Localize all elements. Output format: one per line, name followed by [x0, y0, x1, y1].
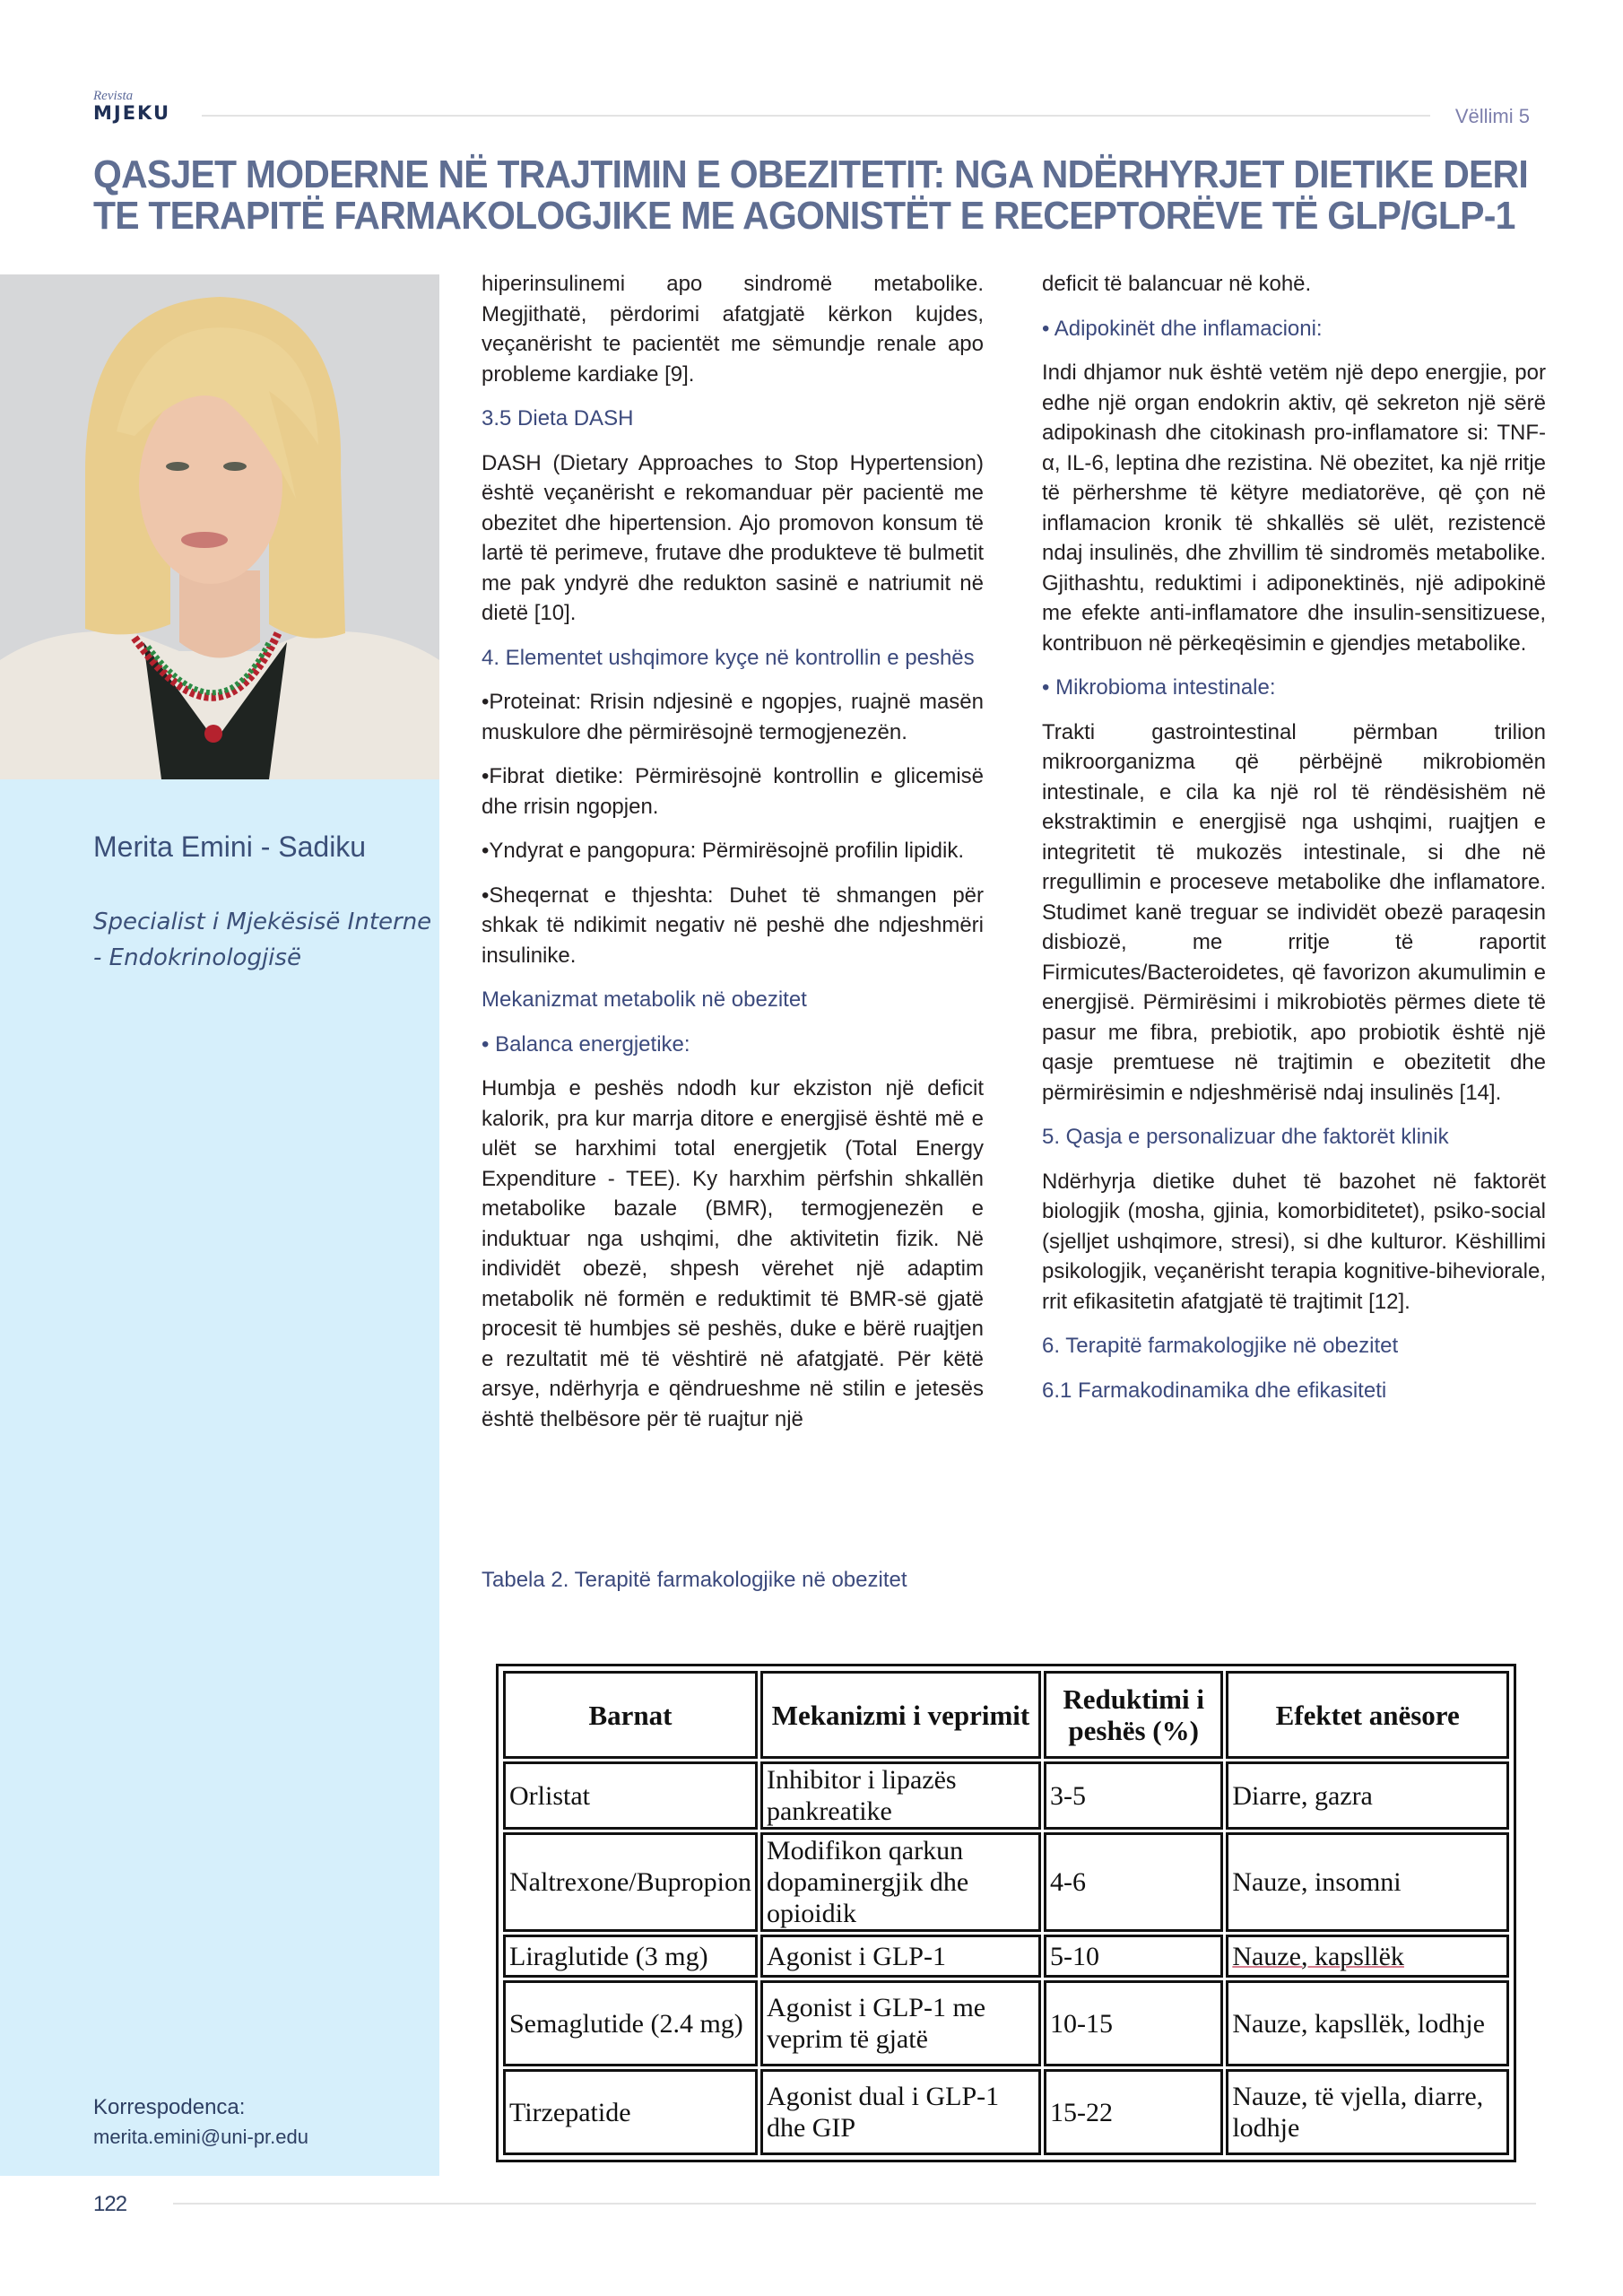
bullet-fibers: •Fibrat dietike: Përmirësojnë kontrollin e glicemisë dhe rrisin ngopjen.: [482, 764, 984, 819]
header-side-effects: Efektet anësore: [1226, 1671, 1509, 1759]
section-heading-personalized: 5. Qasja e personalizuar dhe faktorët klinik: [1042, 1125, 1449, 1149]
author-role: Specialist i Mjekësisë Interne - Endokrinologjisë: [93, 909, 432, 971]
header-drugs: Barnat: [503, 1671, 758, 1759]
section-heading-mechanisms: Mekanizmat metabolik në obezitet: [482, 987, 807, 1012]
article-title-line-1: QASJET MODERNE NË TRAJTIMIN E OBEZITETIT: NGA NDËRHYRJET DIETIKE DERI: [93, 152, 1528, 196]
table-row: [503, 1935, 1509, 1978]
cell-reduction: 3-5: [1044, 1761, 1223, 1830]
paragraph-personalized: Ndërhyrja dietike duhet të bazohet në faktorët biologjik (mosha, gjinia, komorbiditetet), psiko-social (sjelljet ushqimore, stresi), si dhe kulturor. Këshillimi psikologjik, veçanërisht terapia kognitive-biheviorale, rrit efikasitetin afatgjatë të trajtimit [12].: [1042, 1169, 1546, 1314]
paragraph-energy-balance: Humbja e peshës ndodh kur ekziston një deficit kalorik, pra kur marrja ditore e energjisë është më e ulët se harxhimi total energjetik (Total Energy Expenditure - TEE). Ky harxhim përfshin shkallën metabolike bazale (BMR), termogjenezën e induktuar nga ushqimi, dhe aktivitetin fizik. Në individët obezë, shpesh vërehet një adaptim metabolik në formën e reduktimit të BMR-së gjatë procesit të humbjes së peshës, duke e bërë ruajtjen e rezultatit më të vështirë në afatgjatë. Për këtë arsye, ndërhyrja e qëndrueshme në stilin e jetesës është thelbësore për të ruajtur një: [482, 1076, 984, 1431]
paragraph-adipokines: Indi dhjamor nuk është vetëm një depo energjie, por edhe një organ endokrin aktiv, që sekreton një sërë adipokinash dhe citokinash pro-inflamatore si: TNF-α, IL-6, leptina dhe rezistina. Në obezitet, ka një rritje të përhershme të këtyre mediatorëve, që çon në inflamacion kronik të shkallës së ulët, rezistencë ndaj insulinës, dhe zhvillim të sindromës metabolike. Gjithashtu, reduktimi i adiponektinës, një adipokinë me efekte anti-inflamatore dhe insulin-sensitizuese, kontribuon në përkeqësimin e gjendjes metabolike.: [1042, 361, 1546, 656]
article-title: [93, 152, 1528, 238]
cell-drug: Tirzepatide: [503, 2069, 758, 2155]
section-heading-pharmacological: 6. Terapitë farmakologjike në obezitet: [1042, 1334, 1399, 1358]
journal-logo-name: MJEKU: [93, 102, 171, 124]
cell-mechanism: Inhibitor i lipazës pankreatike: [760, 1761, 1041, 1830]
table-row: [503, 1832, 1509, 1932]
subheading-adipokines: • Adipokinët dhe inflamacioni:: [1042, 316, 1323, 341]
cell-reduction: 10-15: [1044, 1980, 1223, 2066]
table-row: [503, 1980, 1509, 2066]
cell-drug: Orlistat: [503, 1761, 758, 1830]
cell-mechanism: Agonist dual i GLP-1 dhe GIP: [760, 2069, 1041, 2155]
cell-reduction: 4-6: [1044, 1832, 1223, 1932]
cell-mechanism: Modifikon qarkun dopaminergjik dhe opioidik: [760, 1832, 1041, 1932]
article-title-line-2: TE TERAPITË FARMAKOLOGJIKE ME AGONISTËT E RECEPTORËVE TË GLP/GLP-1: [93, 194, 1515, 238]
subheading-energy-balance: • Balanca energjetike:: [482, 1031, 690, 1057]
cell-side-effects: Diarre, gazra: [1226, 1761, 1509, 1830]
cell-reduction: 15-22: [1044, 2069, 1223, 2155]
cell-side-effects: Nauze, të vjella, diarre, lodhje: [1226, 2069, 1509, 2155]
journal-logo-small: Revista: [93, 89, 134, 103]
section-heading-nutritional-elements: 4. Elementet ushqimore kyçe në kontrollin e peshës: [482, 645, 975, 670]
correspondence-email[interactable]: merita.emini@uni-pr.edu: [93, 2126, 308, 2148]
cell-drug: Liraglutide (3 mg): [503, 1935, 758, 1978]
bullet-proteins: •Proteinat: Rrisin ndjesinë e ngopjes, ruajnë masën muskulore dhe përmirësojnë termogjenezën.: [482, 690, 984, 744]
subheading-microbiome: • Mikrobioma intestinale:: [1042, 675, 1276, 700]
paragraph-dash: DASH (Dietary Approaches to Stop Hypertension) është veçanërisht e rekomanduar për pacientë me obezitet dhe hipertension. Ajo promovon konsum të lartë të perimeve, frutave dhe produkteve të bulmetit me pak yndyrë dhe redukton sasinë e natriumit në dietë [10].: [482, 450, 984, 625]
author-name: Merita Emini - Sadiku: [93, 831, 367, 863]
subheading-pharmacodynamics: 6.1 Farmakodinamika dhe efikasiteti: [1042, 1378, 1387, 1403]
cell-drug: Naltrexone/Bupropion: [503, 1832, 758, 1932]
volume-label: Vëllimi 5: [1454, 105, 1530, 127]
bullet-sugars: •Sheqernat e thjeshta: Duhet të shmangen për shkak të ndikimit negativ në peshë dhe ndjeshmëri insulinike.: [482, 883, 984, 968]
cell-side-effects: Nauze, kapsllëk: [1226, 1935, 1509, 1978]
correspondence-label: Korrespodenca:: [93, 2095, 246, 2119]
body-column-1: [482, 269, 984, 1434]
author-sidebar: [0, 274, 439, 2176]
header-divider: [202, 115, 1430, 117]
paragraph-continuation-2: deficit të balancuar në kohë.: [1042, 272, 1312, 296]
cell-mechanism: Agonist i GLP-1 me veprim të gjatë: [760, 1980, 1041, 2066]
header-mechanism: Mekanizmi i veprimit: [760, 1671, 1041, 1759]
table-row: [503, 1761, 1509, 1830]
cell-mechanism: Agonist i GLP-1: [760, 1935, 1041, 1978]
author-portrait-icon: [0, 274, 439, 779]
pharmacology-table: [496, 1664, 1516, 2162]
body-column-2: [1042, 269, 1546, 1420]
cell-reduction: 5-10: [1044, 1935, 1223, 1978]
cell-side-effects: Nauze, insomni: [1226, 1832, 1509, 1932]
table-row: [503, 2069, 1509, 2155]
header-weight-reduction: Reduktimi i peshës (%): [1044, 1671, 1223, 1759]
journal-logo: [93, 90, 170, 124]
cell-drug: Semaglutide (2.4 mg): [503, 1980, 758, 2066]
section-heading-dash: 3.5 Dieta DASH: [482, 406, 634, 430]
table-caption: Tabela 2. Terapitë farmakologjike në obezitet: [482, 1568, 907, 1592]
footer-divider: [173, 2203, 1536, 2205]
page-number: 122: [93, 2192, 127, 2216]
paragraph-continuation: hiperinsulinemi apo sindromë metabolike. Megjithatë, përdorimi afatgjatë kërkon kujdes, veçanërisht te pacientët me sëmundje renale apo probleme kardiake [9].: [482, 272, 984, 387]
paragraph-microbiome: Trakti gastrointestinal përmban trilion mikroorganizma që përbëjnë mikrobiomën intestinale, e cila ka një rol të rëndësishëm në ekstraktimin e energjisë nga ushqimi, ruajtjen e integritetit të mukozës intestinale, si dhe në rregullimin e proceseve metabolike dhe inflamatore. Studimet kanë treguar se individët obezë paraqesin disbiozë, me rritje të raportit Firmicutes/Bacteroidetes, që favorizon akumulimin e energjisë. Përmirësimi i mikrobiotës përmes diete të pasur me fibra, prebiotik, apo probiotik është një qasje premtuese në trajtimin e obezitetit dhe përmirësimin e ndjeshmërisë ndaj insulinës [14].: [1042, 719, 1546, 1105]
bullet-fats: •Yndyrat e pangopura: Përmirësojnë profilin lipidik.: [482, 839, 965, 863]
cell-side-effects: Nauze, kapsllëk, lodhje: [1226, 1980, 1509, 2066]
table-header-row: [503, 1671, 1509, 1759]
